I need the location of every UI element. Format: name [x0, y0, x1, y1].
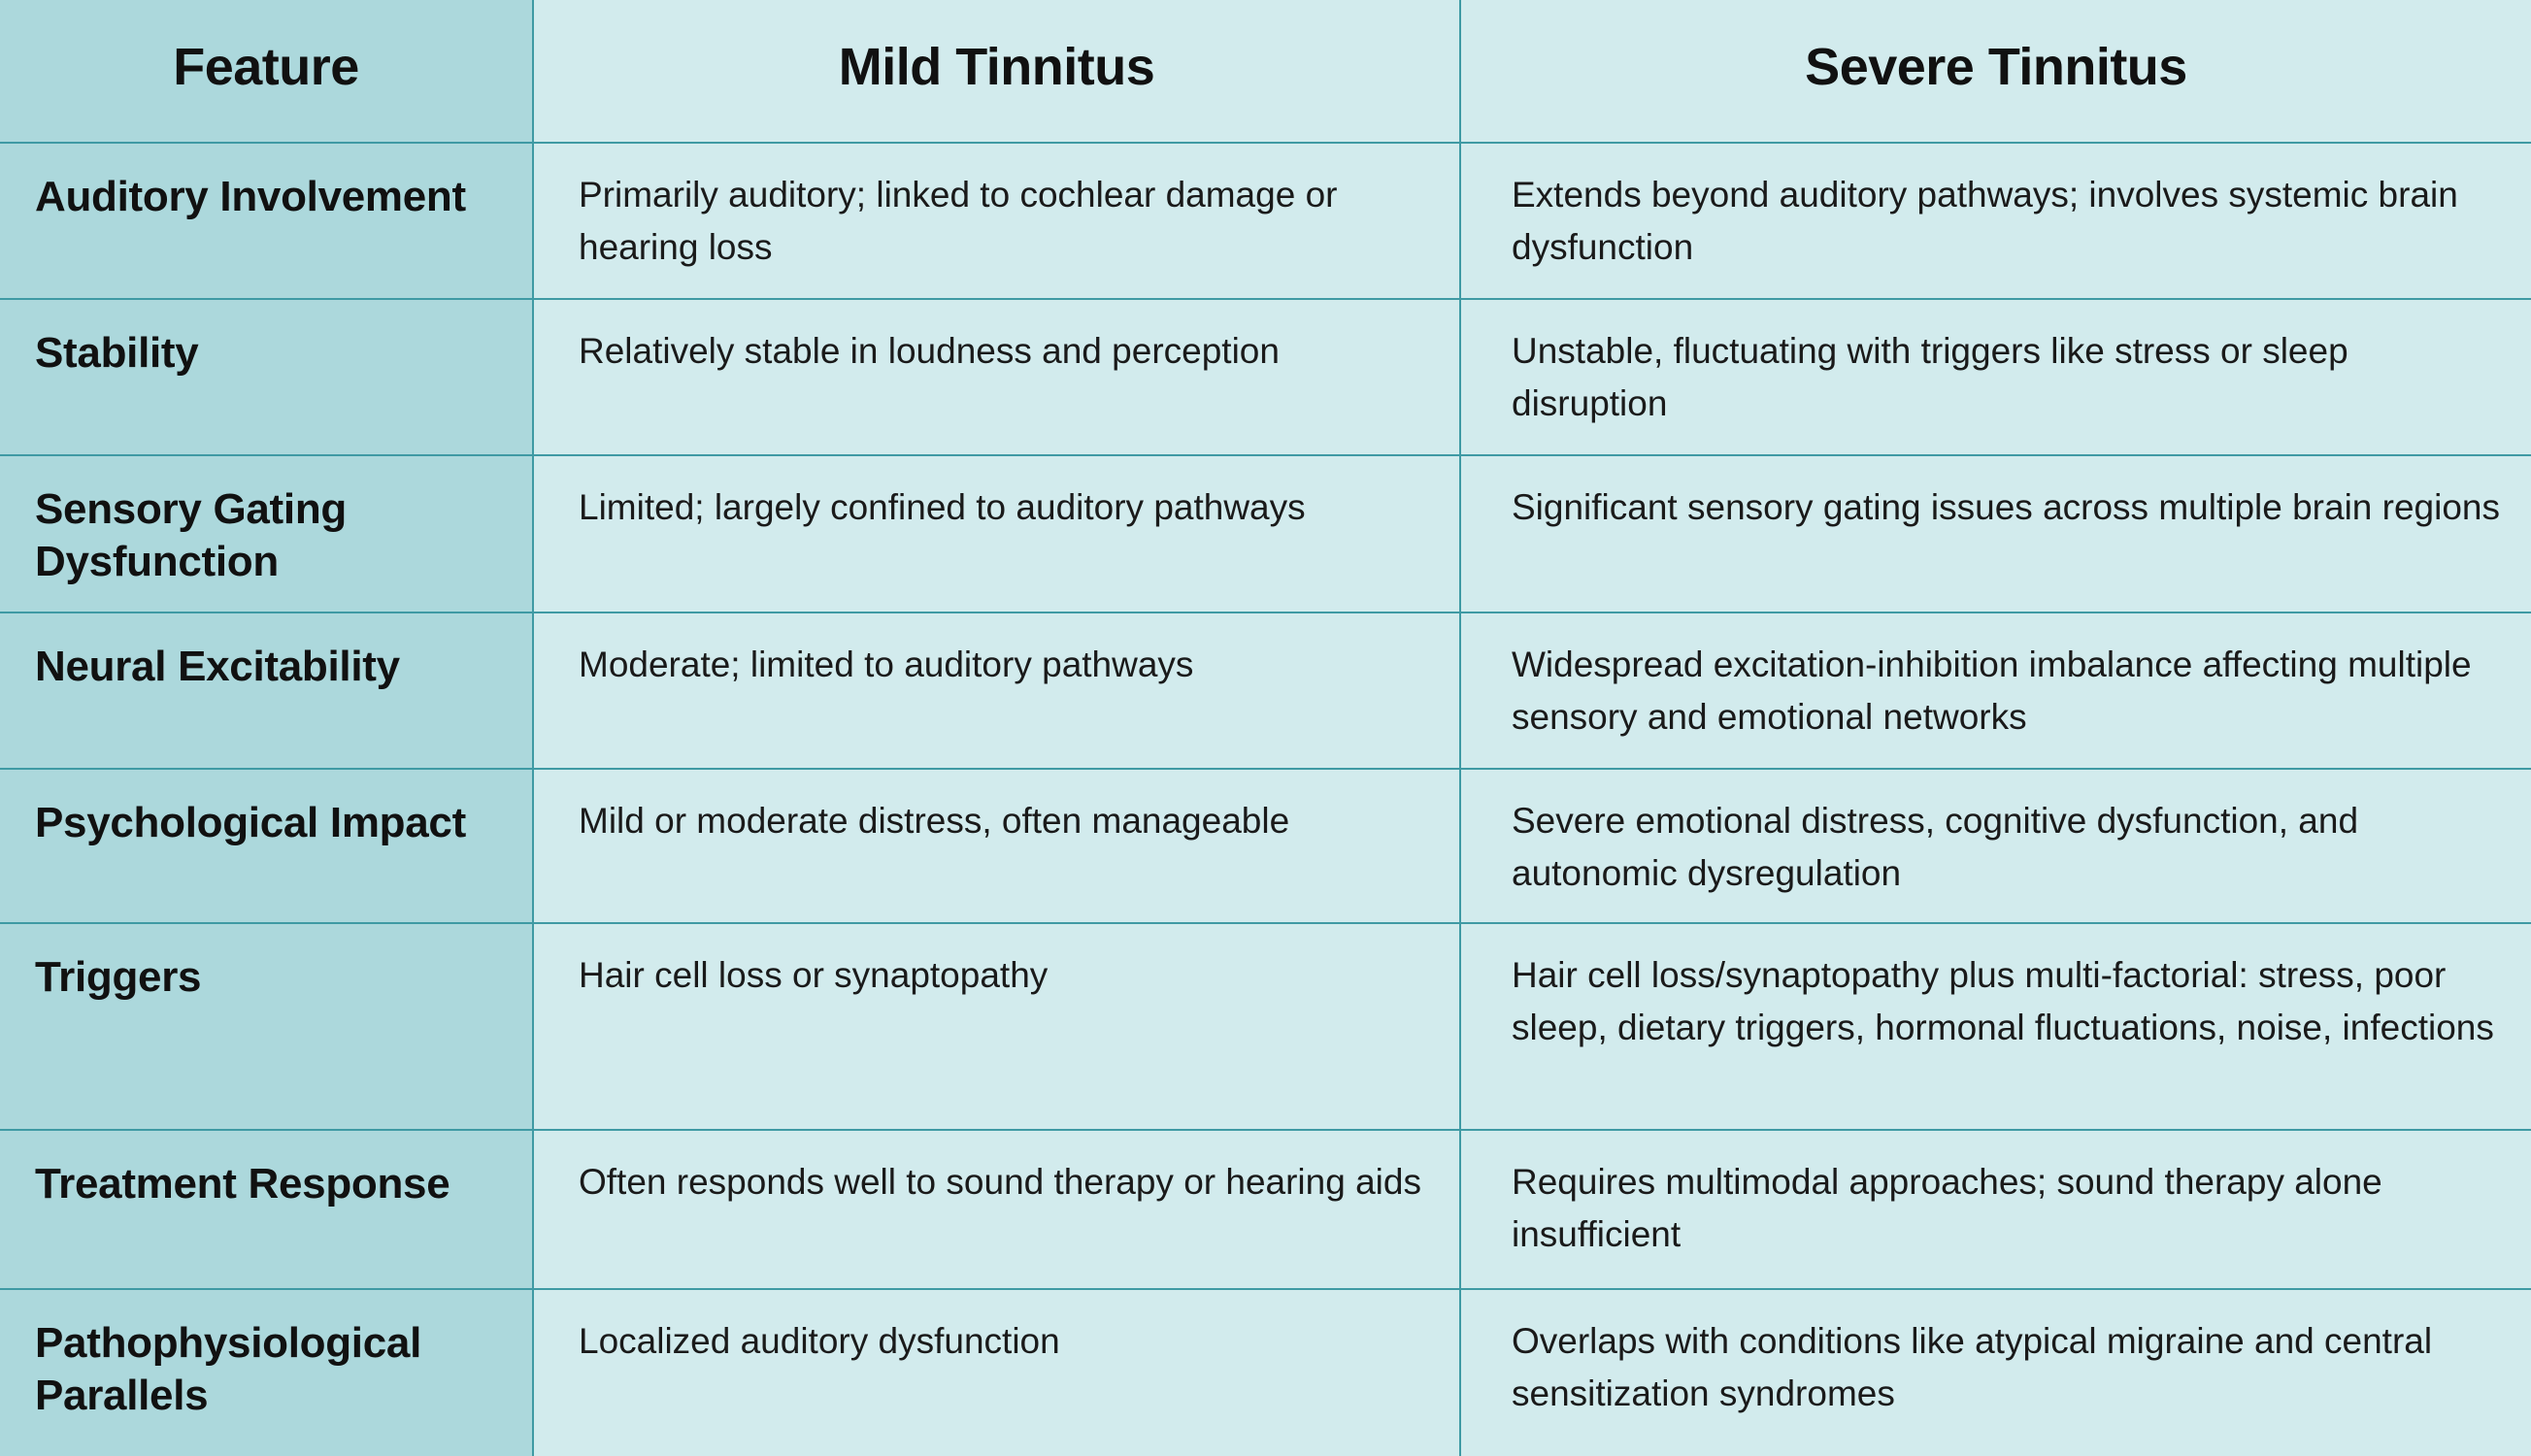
row-severe-treatment-response: Requires multimodal approaches; sound therapy alone insufficient	[1461, 1131, 2531, 1290]
row-feature-auditory-involvement: Auditory Involvement	[0, 144, 534, 300]
row-severe-sensory-gating: Significant sensory gating issues across multiple brain regions	[1461, 456, 2531, 613]
header-severe-tinnitus: Severe Tinnitus	[1461, 0, 2531, 144]
row-severe-triggers: Hair cell loss/synaptopathy plus multi-factorial: stress, poor sleep, dietary triggers, hormonal fluctuations, noise, infections	[1461, 924, 2531, 1131]
row-feature-triggers: Triggers	[0, 924, 534, 1131]
row-mild-sensory-gating: Limited; largely confined to auditory pathways	[534, 456, 1461, 613]
row-severe-neural-excitability: Widespread excitation-inhibition imbalance affecting multiple sensory and emotional networks	[1461, 613, 2531, 770]
row-severe-psychological-impact: Severe emotional distress, cognitive dysfunction, and autonomic dysregulation	[1461, 770, 2531, 924]
row-mild-psychological-impact: Mild or moderate distress, often manageable	[534, 770, 1461, 924]
row-feature-treatment-response: Treatment Response	[0, 1131, 534, 1290]
header-feature: Feature	[0, 0, 534, 144]
row-feature-sensory-gating: Sensory Gating Dysfunction	[0, 456, 534, 613]
row-feature-psychological-impact: Psychological Impact	[0, 770, 534, 924]
row-mild-treatment-response: Often responds well to sound therapy or hearing aids	[534, 1131, 1461, 1290]
row-mild-pathophysiological-parallels: Localized auditory dysfunction	[534, 1290, 1461, 1456]
row-severe-pathophysiological-parallels: Overlaps with conditions like atypical migraine and central sensitization syndromes	[1461, 1290, 2531, 1456]
header-mild-tinnitus: Mild Tinnitus	[534, 0, 1461, 144]
row-feature-stability: Stability	[0, 300, 534, 456]
row-severe-auditory-involvement: Extends beyond auditory pathways; involves systemic brain dysfunction	[1461, 144, 2531, 300]
row-feature-pathophysiological-parallels: Pathophysiological Parallels	[0, 1290, 534, 1456]
row-severe-stability: Unstable, fluctuating with triggers like stress or sleep disruption	[1461, 300, 2531, 456]
row-mild-neural-excitability: Moderate; limited to auditory pathways	[534, 613, 1461, 770]
row-mild-triggers: Hair cell loss or synaptopathy	[534, 924, 1461, 1131]
row-mild-stability: Relatively stable in loudness and perception	[534, 300, 1461, 456]
row-feature-neural-excitability: Neural Excitability	[0, 613, 534, 770]
row-mild-auditory-involvement: Primarily auditory; linked to cochlear damage or hearing loss	[534, 144, 1461, 300]
